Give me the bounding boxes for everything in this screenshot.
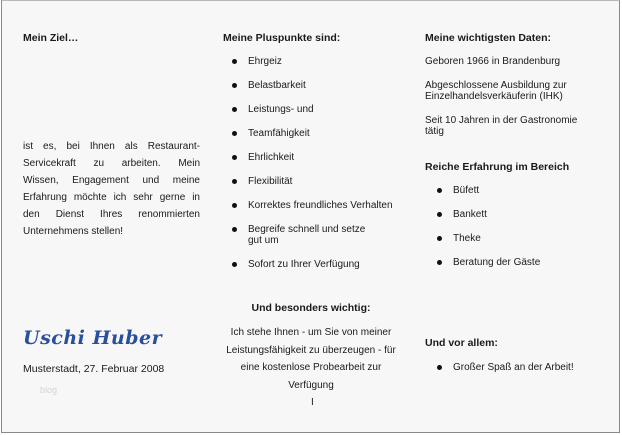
special-line: eine kostenlose Probearbeit zur [240,362,382,373]
data-item: Abgeschlossene Ausbildung zur Einzelhandelsverkäuferin (IHK) [425,80,567,102]
list-item: Büfett [425,185,600,196]
list-item: Leistungs- und [220,104,402,115]
list-item: Bankett [425,209,600,220]
list-item: Großer Spaß an der Arbeit! [425,362,600,373]
data-heading: Meine wichtigsten Daten: [425,32,552,44]
data-item: Seit 10 Jahren in der Gastronomie tätig [425,115,578,137]
data-item: Geboren 1966 in Brandenburg [425,56,561,67]
strengths-heading: Meine Pluspunkte sind: [223,32,341,44]
list-item: Teamfähigkeit [220,128,402,139]
goal-heading: Mein Ziel… [23,32,79,44]
special-line: Verfügung [288,379,334,391]
strengths-list [220,56,402,270]
special-line: Leistungsfähigkeit zu überzeugen - für [226,344,396,356]
flyer-page [1,0,620,433]
final-heading: Und vor allem: [425,337,498,349]
special-paragraph [220,324,402,394]
special-heading: Und besonders wichtig: [251,302,371,314]
intro-paragraph [23,138,200,240]
list-item: Ehrlichkeit [220,152,402,163]
experience-heading: Reiche Erfahrung im Bereich [425,161,570,173]
list-item: Beratung der Gäste [425,257,600,268]
intro-line: Servicekraft zu arbeiten. Mein [23,158,200,169]
list-item: Ehrgeiz [220,56,402,67]
intro-line: den Dienst Ihres renommierten [23,209,200,220]
place-date: Musterstadt, 27. Februar 2008 [23,363,165,375]
list-item: Belastbarkeit [220,80,402,91]
final-list [425,362,600,373]
special-line: Ich stehe Ihnen - um Sie von meiner [230,327,392,338]
intro-line: Wissen, Engagement und meine [23,175,200,186]
list-item: Korrektes freundliches Verhalten [220,200,402,211]
column-data [425,1,600,432]
list-item: Theke [425,233,600,244]
column-goal [23,1,200,432]
column-strengths [220,1,402,432]
list-item: Sofort zu Ihrer Verfügung [220,259,402,270]
intro-line: Unternehmens stellen! [23,226,124,237]
text-cursor: I [311,397,314,408]
watermark-text: blog [40,385,58,395]
intro-line: ist es, bei Ihnen als Restaurant- [23,141,200,152]
list-item: Flexibilität [220,176,402,187]
experience-list [425,185,600,268]
intro-line: Erfahrung möchte ich sehr gerne in [23,192,200,203]
list-item: Begreife schnell und setze gut um [220,224,368,246]
signature: Uschi Huber [23,327,163,349]
